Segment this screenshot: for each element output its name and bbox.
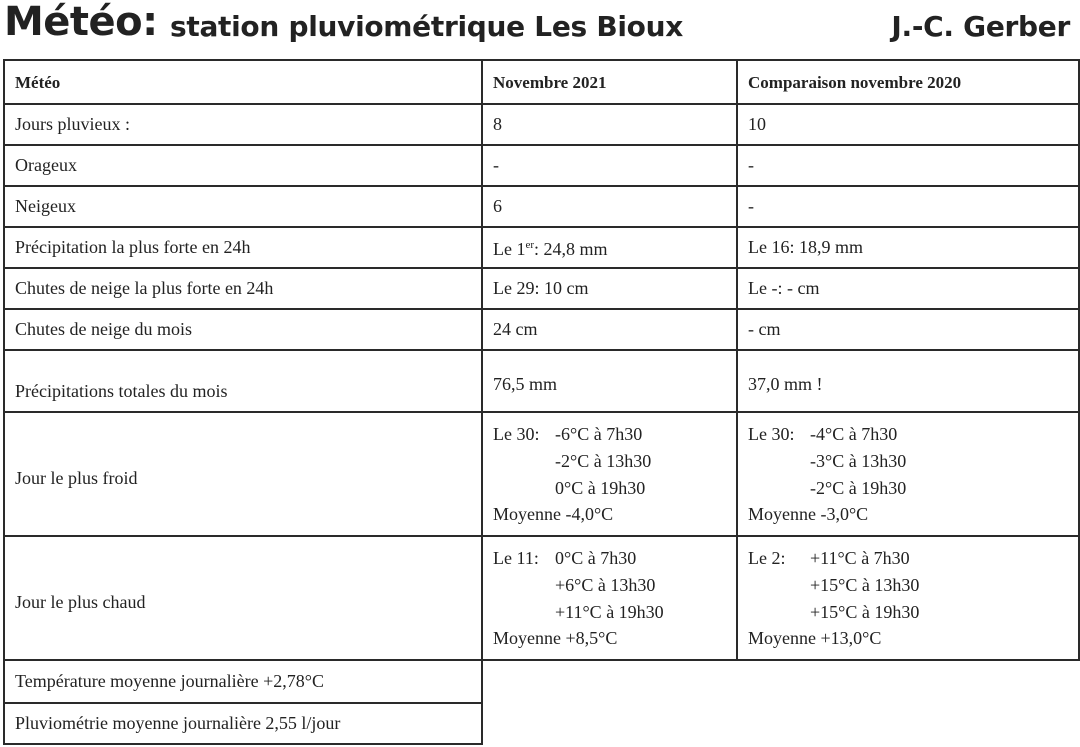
table-row bbox=[4, 104, 1079, 145]
day-label: Le 11: bbox=[493, 548, 539, 568]
column-header-2020: Comparaison novembre 2020 bbox=[737, 60, 1079, 104]
table-row bbox=[4, 350, 1079, 412]
cold-2020 bbox=[737, 412, 1079, 536]
row-label: Neigeux bbox=[4, 186, 482, 227]
temp-average: Moyenne -3,0°C bbox=[748, 504, 869, 524]
row-label: Jour le plus chaud bbox=[4, 536, 482, 660]
value-2020: 37,0 mm ! bbox=[737, 350, 1079, 412]
value-2021: 24 cm bbox=[482, 309, 737, 350]
value-2021: 76,5 mm bbox=[482, 350, 737, 412]
page-subtitle: station pluviométrique Les Bioux bbox=[170, 10, 683, 43]
day-label: Le 2: bbox=[748, 548, 786, 568]
temp-line bbox=[748, 545, 1068, 572]
temp-reading: 0°C à 19h30 bbox=[555, 478, 646, 498]
day-label: Le 30: bbox=[748, 424, 795, 444]
precip-2021-suffix: : 24,8 mm bbox=[534, 239, 608, 259]
value-2020: - cm bbox=[737, 309, 1079, 350]
value-2020: Le 16: 18,9 mm bbox=[737, 227, 1079, 268]
row-label: Chutes de neige la plus forte en 24h bbox=[4, 268, 482, 309]
hot-2021 bbox=[482, 536, 737, 660]
temp-reading: +11°C à 19h30 bbox=[555, 602, 664, 622]
table-row-footer bbox=[4, 660, 1079, 703]
temp-reading: -2°C à 13h30 bbox=[555, 451, 652, 471]
table-row-warmest-day bbox=[4, 536, 1079, 660]
precip-2021-prefix: Le 1 bbox=[493, 239, 526, 259]
table-row bbox=[4, 268, 1079, 309]
temp-line bbox=[493, 599, 726, 626]
row-label: Chutes de neige du mois bbox=[4, 309, 482, 350]
table-row-coldest-day bbox=[4, 412, 1079, 536]
precip-2021-sup: er bbox=[525, 239, 535, 251]
table-row bbox=[4, 227, 1079, 268]
temp-line bbox=[748, 599, 1068, 626]
temp-average: Moyenne -4,0°C bbox=[493, 504, 614, 524]
table-row bbox=[4, 145, 1079, 186]
table-row bbox=[4, 186, 1079, 227]
temp-reading: -4°C à 7h30 bbox=[810, 424, 898, 444]
table-row bbox=[4, 309, 1079, 350]
value-2021: Le 29: 10 cm bbox=[482, 268, 737, 309]
temp-reading: -6°C à 7h30 bbox=[555, 424, 643, 444]
temp-reading: +11°C à 7h30 bbox=[810, 548, 910, 568]
temp-reading: +15°C à 19h30 bbox=[810, 602, 920, 622]
cold-2021 bbox=[482, 412, 737, 536]
daily-average-rainfall: Pluviométrie moyenne journalière 2,55 l/jour bbox=[4, 703, 482, 744]
daily-average-temperature: Température moyenne journalière +2,78°C bbox=[4, 660, 482, 703]
value-2021: 8 bbox=[482, 104, 737, 145]
value-2020: Le -: - cm bbox=[737, 268, 1079, 309]
hot-2020 bbox=[737, 536, 1079, 660]
author-name: J.-C. Gerber bbox=[891, 10, 1070, 43]
temp-line bbox=[493, 448, 726, 475]
row-label: Jour le plus froid bbox=[4, 412, 482, 536]
value-2021 bbox=[482, 227, 737, 268]
value-2021: - bbox=[482, 145, 737, 186]
row-label: Orageux bbox=[4, 145, 482, 186]
column-header-meteo: Météo bbox=[4, 60, 482, 104]
temp-reading: -3°C à 13h30 bbox=[810, 451, 907, 471]
page-title: Météo: bbox=[4, 0, 158, 45]
row-label: Précipitation la plus forte en 24h bbox=[4, 227, 482, 268]
temp-line bbox=[748, 572, 1068, 599]
temp-reading: +15°C à 13h30 bbox=[810, 575, 920, 595]
temp-line bbox=[748, 475, 1068, 502]
temp-reading: -2°C à 19h30 bbox=[810, 478, 907, 498]
value-2020: - bbox=[737, 186, 1079, 227]
temp-reading: +6°C à 13h30 bbox=[555, 575, 656, 595]
value-2021: 6 bbox=[482, 186, 737, 227]
row-label: Jours pluvieux : bbox=[4, 104, 482, 145]
row-label: Précipitations totales du mois bbox=[4, 350, 482, 412]
temp-line bbox=[493, 475, 726, 502]
temp-average: Moyenne +13,0°C bbox=[748, 628, 882, 648]
table-header-row bbox=[4, 60, 1079, 104]
page-header bbox=[0, 0, 1080, 58]
value-2020: - bbox=[737, 145, 1079, 186]
day-label: Le 30: bbox=[493, 424, 540, 444]
temp-line bbox=[748, 421, 1068, 448]
temp-average: Moyenne +8,5°C bbox=[493, 628, 618, 648]
temp-line bbox=[493, 421, 726, 448]
value-2020: 10 bbox=[737, 104, 1079, 145]
temp-line bbox=[493, 545, 726, 572]
column-header-2021: Novembre 2021 bbox=[482, 60, 737, 104]
temp-line bbox=[493, 572, 726, 599]
temp-line bbox=[748, 448, 1068, 475]
table-row-footer bbox=[4, 703, 1079, 744]
weather-table bbox=[3, 59, 1080, 745]
temp-reading: 0°C à 7h30 bbox=[555, 548, 637, 568]
